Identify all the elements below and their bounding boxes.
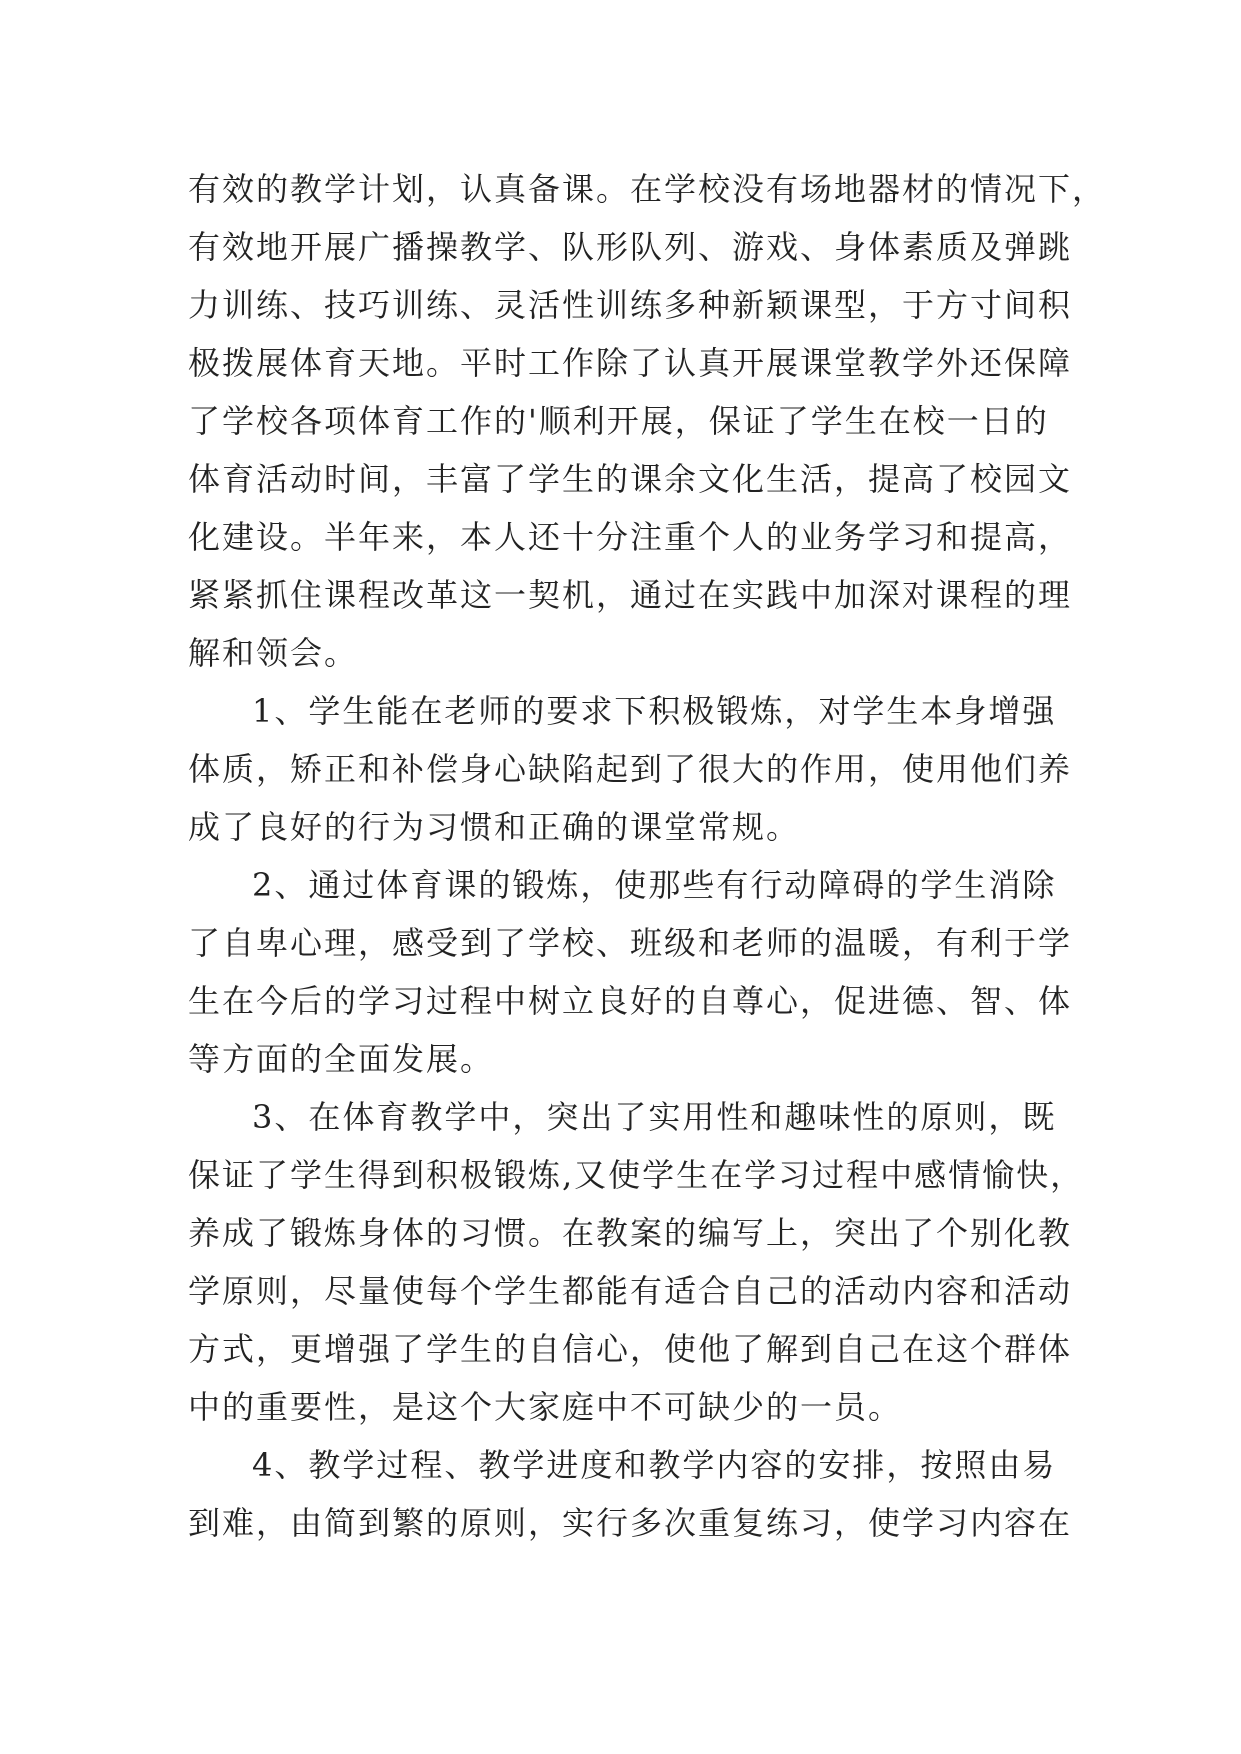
text-line: 极拨展体育天地。平时工作除了认真开展课堂教学外还保障 bbox=[188, 344, 1073, 382]
text-line: 方式，更增强了学生的自信心，使他了解到自己在这个群体 bbox=[188, 1330, 1073, 1368]
text-line: 等方面的全面发展。 bbox=[188, 1040, 495, 1078]
text-line: 了自卑心理，感受到了学校、班级和老师的温暖，有利于学 bbox=[188, 924, 1073, 962]
text-line: 体质，矫正和补偿身心缺陷起到了很大的作用，使用他们养 bbox=[188, 750, 1073, 788]
text-line: 解和领会。 bbox=[188, 634, 359, 672]
text-line: 保证了学生得到积极锻炼,又使学生在学习过程中感情愉快， bbox=[188, 1156, 1085, 1194]
paragraph-first-line: 4、教学过程、教学进度和教学内容的安排，按照由易 bbox=[252, 1446, 1057, 1484]
text-line: 了学校各项体育工作的'顺利开展，保证了学生在校一日的 bbox=[188, 402, 1049, 440]
paragraph-first-line: 2、通过体育课的锻炼，使那些有行动障碍的学生消除 bbox=[252, 866, 1057, 904]
text-line: 到难，由简到繁的原则，实行多次重复练习，使学习内容在 bbox=[188, 1504, 1073, 1542]
text-line: 化建设。半年来，本人还十分注重个人的业务学习和提高， bbox=[188, 518, 1073, 556]
text-line: 学原则，尽量使每个学生都能有适合自己的活动内容和活动 bbox=[188, 1272, 1073, 1310]
text-line: 生在今后的学习过程中树立良好的自尊心，促进德、智、体 bbox=[188, 982, 1073, 1020]
text-line: 力训练、技巧训练、灵活性训练多种新颖课型，于方寸间积 bbox=[188, 286, 1073, 324]
text-line: 成了良好的行为习惯和正确的课堂常规。 bbox=[188, 808, 801, 846]
text-line: 养成了锻炼身体的习惯。在教案的编写上，突出了个别化教 bbox=[188, 1214, 1073, 1252]
text-line: 有效地开展广播操教学、队形队列、游戏、身体素质及弹跳 bbox=[188, 228, 1073, 266]
text-line: 有效的教学计划，认真备课。在学校没有场地器材的情况下， bbox=[188, 170, 1107, 208]
paragraph-first-line: 3、在体育教学中，突出了实用性和趣味性的原则，既 bbox=[252, 1098, 1057, 1136]
text-line: 中的重要性，是这个大家庭中不可缺少的一员。 bbox=[188, 1388, 903, 1426]
paragraph-first-line: 1、学生能在老师的要求下积极锻炼，对学生本身增强 bbox=[252, 692, 1057, 730]
text-line: 体育活动时间，丰富了学生的课余文化生活，提高了校园文 bbox=[188, 460, 1073, 498]
text-line: 紧紧抓住课程改革这一契机，通过在实践中加深对课程的理 bbox=[188, 576, 1073, 614]
